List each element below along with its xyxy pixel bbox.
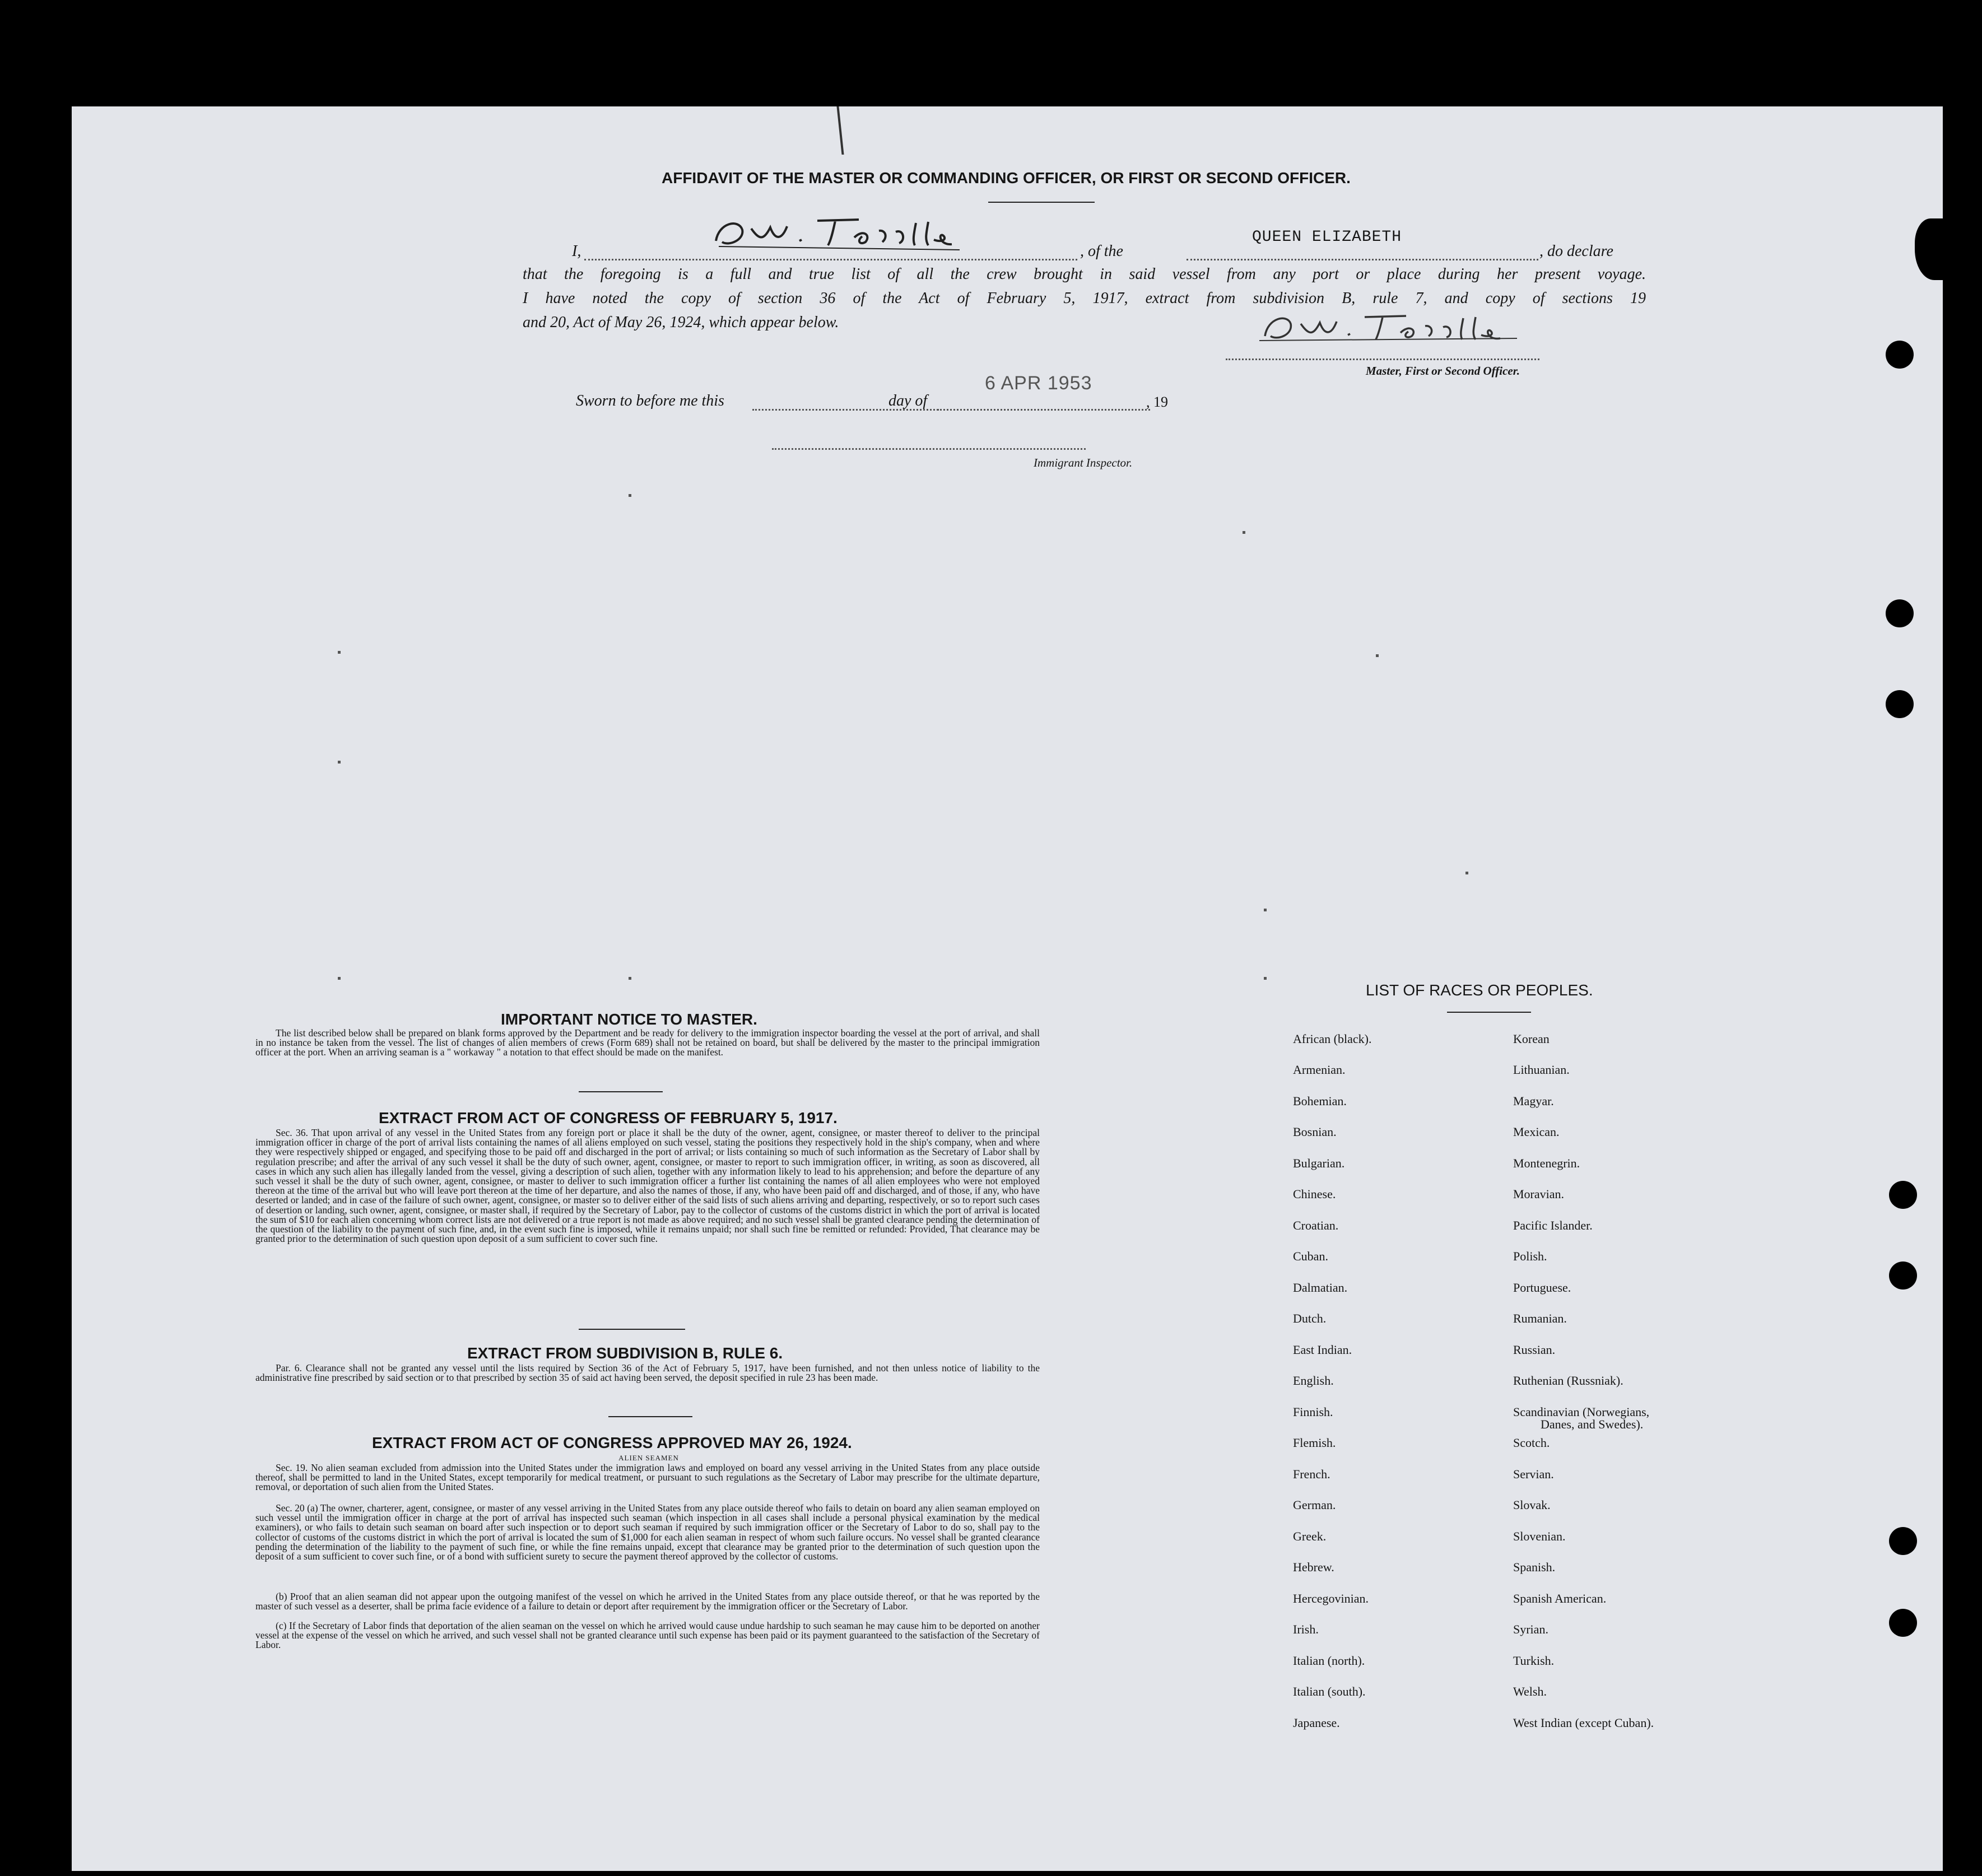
ruling-mark: [338, 761, 341, 764]
races-title-underline: [1447, 1012, 1531, 1013]
extract-1917-title: EXTRACT FROM ACT OF CONGRESS OF FEBRUARY 5, 1917.: [379, 1109, 838, 1126]
do-declare-label: , do declare: [1539, 243, 1613, 260]
race-item: Slovenian.: [1513, 1529, 1566, 1543]
race-item: Polish.: [1513, 1249, 1547, 1263]
ruling-mark: [1264, 909, 1267, 911]
punch-hole: [1889, 1181, 1917, 1209]
ruling-mark: [629, 494, 631, 497]
race-item: Dalmatian.: [1293, 1281, 1348, 1295]
race-item: Ruthenian (Russniak).: [1513, 1374, 1623, 1388]
race-item: Finnish.: [1293, 1405, 1333, 1419]
race-item: East Indian.: [1293, 1343, 1352, 1357]
race-item: Chinese.: [1293, 1187, 1336, 1201]
race-item: French.: [1293, 1467, 1330, 1481]
race-item: Welsh.: [1513, 1684, 1547, 1698]
ruling-mark: [338, 977, 341, 980]
punch-hole: [1886, 599, 1914, 627]
race-item: Rumanian.: [1513, 1311, 1567, 1325]
race-item: Croatian.: [1293, 1218, 1339, 1232]
race-item: Slovak.: [1513, 1498, 1551, 1512]
inspector-signature-line: [772, 448, 1086, 450]
race-item: Dutch.: [1293, 1311, 1327, 1325]
race-item: Montenegrin.: [1513, 1156, 1580, 1170]
ruling-mark: [629, 977, 631, 980]
race-item: Korean: [1513, 1032, 1550, 1046]
year-label: , 19: [1146, 394, 1168, 410]
race-item: African (black).: [1293, 1032, 1372, 1046]
inspector-label: Immigrant Inspector.: [1034, 456, 1133, 469]
race-item: Servian.: [1513, 1467, 1554, 1481]
of-the-label: , of the: [1080, 243, 1123, 260]
race-item: Greek.: [1293, 1529, 1327, 1543]
race-item: Russian.: [1513, 1343, 1556, 1357]
race-item: Hercegovinian.: [1293, 1591, 1369, 1605]
date-stamp: 6 APR 1953: [985, 373, 1092, 394]
race-item: Pacific Islander.: [1513, 1218, 1593, 1232]
ruling-mark: [1465, 872, 1468, 874]
sec-20a-text: Sec. 20 (a) The owner, charterer, agent, consignee, or master of any vessel arriving in the United States from any place outside thereof who fails to detain on board any alien seaman employed on such vessel until the immigration officer in charge at the port of arrival has inspected such seaman (which inspection in all cases shall include a personal physical examination by the medical examiners), or who fails to detain such seaman on board after such inspection or to deport such seaman if required by such immigration officer or the Secretary of Labor to do so, shall pay to the collector of customs of the customs district in which the port of arrival is located the sum of $1,000 for each alien seaman in respect of whom such failure occurs. No vessel shall be granted clearance pending the determination of the liability to the payment of such fine, or while the fine remains unpaid, except that clearance may be granted prior to the determination of such question upon the deposit of a sum sufficient to cover such fine, or of a bond with sufficient surety to secure the payment thereof approved by the collector of customs.: [255, 1502, 1040, 1562]
signature-top: [708, 206, 976, 259]
race-item-continuation: Danes, and Swedes).: [1541, 1417, 1644, 1431]
torn-edge: [1915, 218, 1954, 280]
ruling-mark: [1376, 654, 1379, 657]
section-divider: [579, 1329, 685, 1330]
extract-1924-title: EXTRACT FROM ACT OF CONGRESS APPROVED MAY 26, 1924.: [372, 1434, 852, 1451]
notice-text: The list described below shall be prepared on blank forms approved by the Department and be ready for delivery to the immigration inspector boarding the vessel at the port of arrival, and shall in no instance be taken from the vessel. The list of changes of alien members of crews (Form 689) shall not be retained on board, but shall be delivered by the master to the principal immigration officer at the port. When an arriving seaman is a " workaway " a notation to that effect should be made on the manifest.: [255, 1027, 1040, 1058]
sec-19-text: Sec. 19. No alien seaman excluded from admission into the United States under the immigration laws and employed on board any vessel arriving in the United States from any place outside thereof, shall be permitted to land in the United States, except temporarily for medical treatment, or pursuant to such regulations as the Secretary of Labor may prescribe for the ultimate departure, removal, or deportation of such alien from the United States.: [255, 1462, 1040, 1493]
race-item: Cuban.: [1293, 1249, 1328, 1263]
affidavit-line-4: and 20, Act of May 26, 1924, which appear below.: [523, 314, 839, 331]
day-line: [752, 409, 965, 411]
month-line: [937, 409, 1150, 411]
officer-label: Master, First or Second Officer.: [1366, 364, 1520, 378]
race-item: Turkish.: [1513, 1654, 1555, 1668]
race-item: Flemish.: [1293, 1436, 1336, 1450]
race-item: Italian (north).: [1293, 1654, 1365, 1668]
race-item: Italian (south).: [1293, 1684, 1366, 1698]
document-page: [72, 106, 1943, 1871]
race-item: Japanese.: [1293, 1716, 1340, 1730]
punch-hole: [1889, 1261, 1917, 1290]
ruling-mark: [338, 651, 341, 654]
race-item: Lithuanian.: [1513, 1063, 1570, 1077]
rule-6-title: EXTRACT FROM SUBDIVISION B, RULE 6.: [467, 1344, 783, 1362]
race-item: West Indian (except Cuban).: [1513, 1716, 1654, 1730]
vessel-name: QUEEN ELIZABETH: [1252, 229, 1402, 246]
race-item: Hebrew.: [1293, 1560, 1334, 1574]
race-item: Bosnian.: [1293, 1125, 1337, 1139]
section-divider: [579, 1091, 663, 1092]
paper-crease: [836, 106, 844, 155]
sec-20b-text: (b) Proof that an alien seaman did not appear upon the outgoing manifest of the vessel on which he arrived in the United States from any place outside thereof, or that he was reported by the master of such vessel as a deserter, shall be prima facie evidence of a failure to detain or deport after requirement by the immigration officer or the Secretary of Labor.: [255, 1591, 1040, 1612]
race-item: Portuguese.: [1513, 1281, 1571, 1295]
punch-hole: [1886, 690, 1914, 718]
section-divider: [608, 1416, 692, 1417]
affidavit-title: AFFIDAVIT OF THE MASTER OR COMMANDING OFFICER, OR FIRST OR SECOND OFFICER.: [662, 169, 1351, 187]
race-item: Irish.: [1293, 1622, 1319, 1636]
race-item: Armenian.: [1293, 1063, 1346, 1077]
race-item: Moravian.: [1513, 1187, 1565, 1201]
day-of-label: day of: [888, 392, 928, 409]
race-item: Syrian.: [1513, 1622, 1548, 1636]
title-underline: [988, 202, 1095, 203]
race-item: Scandinavian (Norwegians,: [1513, 1405, 1650, 1419]
race-item: German.: [1293, 1498, 1336, 1512]
races-title: LIST OF RACES OR PEOPLES.: [1366, 981, 1593, 999]
race-item: Spanish.: [1513, 1560, 1556, 1574]
race-item: Spanish American.: [1513, 1591, 1607, 1605]
affidavit-line-2: that the foregoing is a full and true list of all the crew brought in said vessel from any port or place during her present voyage.: [523, 266, 1646, 283]
race-item: Magyar.: [1513, 1094, 1554, 1108]
notice-title: IMPORTANT NOTICE TO MASTER.: [501, 1011, 757, 1028]
extract-1917-text: Sec. 36. That upon arrival of any vessel in the United States from any foreign port or place it shall be the duty of the owner, agent, consignee, or master thereof to deliver to the principal immigration officer in charge of the port of arrival lists containing the names of all aliens employed on such vessel, stating the positions they respectively hold in the ship's company, when and where they were respectively shipped or engaged, and specifying those to be paid off and discharged in the port of arrival; or lists containing so much of such information as the Secretary of Labor shall by regulation prescribe; and after the arrival of any such vessel it shall be the duty of such owner, agent, consignee, or master to report to such immigration officer, in writing, as soon as discovered, all cases in which any such alien has illegally landed from the vessel, giving a description of such alien, together with any information likely to lead to his apprehension; and before the departure of any such vessel it shall be the duty of such owner, agent, consignee, or master to deliver to such immigration officer a further list containing the names of all alien employees who were not employed thereon at the time of the arrival but who will leave port thereon at the time of her departure, and also the names of those, if any, who have been paid off and discharged, and of those, if any, who have deserted or landed; and in case of the failure of such owner, agent, consignee, or master so to deliver either of the said lists of such aliens arriving and departing, respectively, or so to report such cases of desertion or landing, such owner, agent, consignee, or master shall, if required by the Secretary of Labor, pay to the collector of customs of the customs district in which the port of arrival is located the sum of $10 for each alien concerning whom correct lists are not delivered or a true report is not made as above required; and no such vessel shall be granted clearance pending the determination of the question of the liability to the payment of such fine, and, in the event such fine is imposed, while it remains unpaid; nor shall such fine be remitted or refunded: Provided, That clearance may be granted prior to the determination of such question upon deposit of a sum sufficient to cover such fine.: [255, 1127, 1040, 1245]
affidavit-line-3: I have noted the copy of section 36 of the Act of February 5, 1917, extract from subdivision B, rule 7, and copy of sections 19: [523, 290, 1646, 307]
signature-officer: [1254, 304, 1534, 348]
punch-hole: [1889, 1609, 1917, 1637]
race-item: Scotch.: [1513, 1436, 1550, 1450]
sec-20c-text: (c) If the Secretary of Labor finds that deportation of the alien seaman on the vessel on which he arrived would cause undue hardship to such seaman he may cause him to be deported on another vessel at the expense of the vessel on which he arrived, and such vessel shall not be granted clearance until such expense has been paid or its payment guaranteed to the satisfaction of the Secretary of Labor.: [255, 1620, 1040, 1651]
sworn-label: Sworn to before me this: [576, 392, 724, 409]
officer-signature-line: [1226, 359, 1539, 360]
punch-hole: [1889, 1527, 1917, 1555]
race-item: Bohemian.: [1293, 1094, 1347, 1108]
punch-hole: [1886, 341, 1914, 369]
vessel-line: [1187, 259, 1538, 260]
race-item: Mexican.: [1513, 1125, 1560, 1139]
race-item: Bulgarian.: [1293, 1156, 1345, 1170]
rule-6-text: Par. 6. Clearance shall not be granted any vessel until the lists required by Section 36 of the Act of February 5, 1917, have been furnished, and not then unless notice of liability to the administrative fine prescribed by said section or to that prescribed by section 35 of said act having been served, the deposit specified in rule 23 has been made.: [255, 1362, 1040, 1384]
race-item: English.: [1293, 1374, 1334, 1388]
ruling-mark: [1264, 977, 1267, 980]
alien-seamen-subtitle: ALIEN SEAMEN: [618, 1454, 679, 1462]
ruling-mark: [1243, 531, 1245, 534]
i-label: I,: [572, 243, 581, 260]
